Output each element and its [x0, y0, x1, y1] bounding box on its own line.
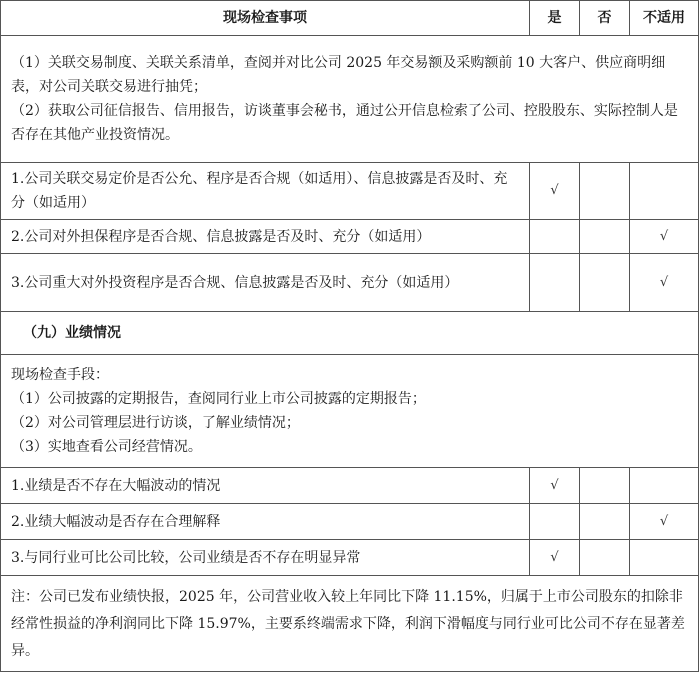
- check-na: √: [630, 220, 699, 254]
- table-row: [1, 468, 699, 504]
- table-header-row: [1, 1, 699, 36]
- check-na: √: [630, 254, 699, 312]
- section-title: （九）业绩情况: [1, 312, 699, 355]
- header-yes: 是: [530, 1, 580, 36]
- header-item: 现场检查事项: [1, 1, 530, 36]
- check-no: [580, 254, 630, 312]
- table-row: [1, 220, 699, 254]
- table-row: [1, 504, 699, 540]
- check-yes: √: [530, 163, 580, 220]
- method-line: （1）公司披露的定期报告，查阅同行业上市公司披露的定期报告；: [11, 391, 426, 407]
- method-line: 现场检查手段：: [11, 367, 109, 383]
- table-row: [1, 540, 699, 576]
- row-text: 3.与同行业可比公司比较，公司业绩是否不存在明显异常: [1, 540, 530, 576]
- section-title-row: [1, 312, 699, 355]
- method-line: （3）实地查看公司经营情况。: [11, 439, 202, 455]
- row-text: 2.公司对外担保程序是否合规、信息披露是否及时、充分（如适用）: [1, 220, 530, 254]
- row-text: 3.公司重大对外投资程序是否合规、信息披露是否及时、充分（如适用）: [1, 254, 530, 312]
- check-na: √: [630, 504, 699, 540]
- check-yes: [530, 254, 580, 312]
- check-no: [580, 468, 630, 504]
- check-na: [630, 163, 699, 220]
- row-text: 2.业绩大幅波动是否存在合理解释: [1, 504, 530, 540]
- note-row: [1, 576, 699, 672]
- check-yes: [530, 220, 580, 254]
- performance-note: 注：公司已发布业绩快报，2025 年，公司营业收入较上年同比下降 11.15%，归属于上市公司股东的扣除非经常性损益的净利润同比下降 15.97%，主要系终端需求下降，利润下滑幅度与同行业可比公司不存在显著差异。: [1, 576, 699, 672]
- check-na: [630, 540, 699, 576]
- check-yes: √: [530, 540, 580, 576]
- methods-row-related: [1, 36, 699, 163]
- table-row: [1, 163, 699, 220]
- row-text: 1.公司关联交易定价是否公允、程序是否合规（如适用）、信息披露是否及时、充分（如适用）: [1, 163, 530, 220]
- row-text: 1.业绩是否不存在大幅波动的情况: [1, 468, 530, 504]
- method-line: （1）关联交易制度、关联关系清单，查阅并对比公司 2025 年交易额及采购额前 10 大客户、供应商明细表，对公司关联交易进行抽凭；: [11, 55, 666, 95]
- method-line: （2）对公司管理层进行访谈，了解业绩情况；: [11, 415, 300, 431]
- header-na: 不适用: [630, 1, 699, 36]
- check-yes: √: [530, 468, 580, 504]
- check-no: [580, 220, 630, 254]
- check-no: [580, 163, 630, 220]
- header-no: 否: [580, 1, 630, 36]
- check-no: [580, 504, 630, 540]
- check-no: [580, 540, 630, 576]
- method-line: （2）获取公司征信报告、信用报告，访谈董事会秘书，通过公开信息检索了公司、控股股东、实际控制人是否存在其他产业投资情况。: [11, 103, 678, 143]
- methods-row-performance: [1, 355, 699, 468]
- check-yes: [530, 504, 580, 540]
- check-na: [630, 468, 699, 504]
- table-row: [1, 254, 699, 312]
